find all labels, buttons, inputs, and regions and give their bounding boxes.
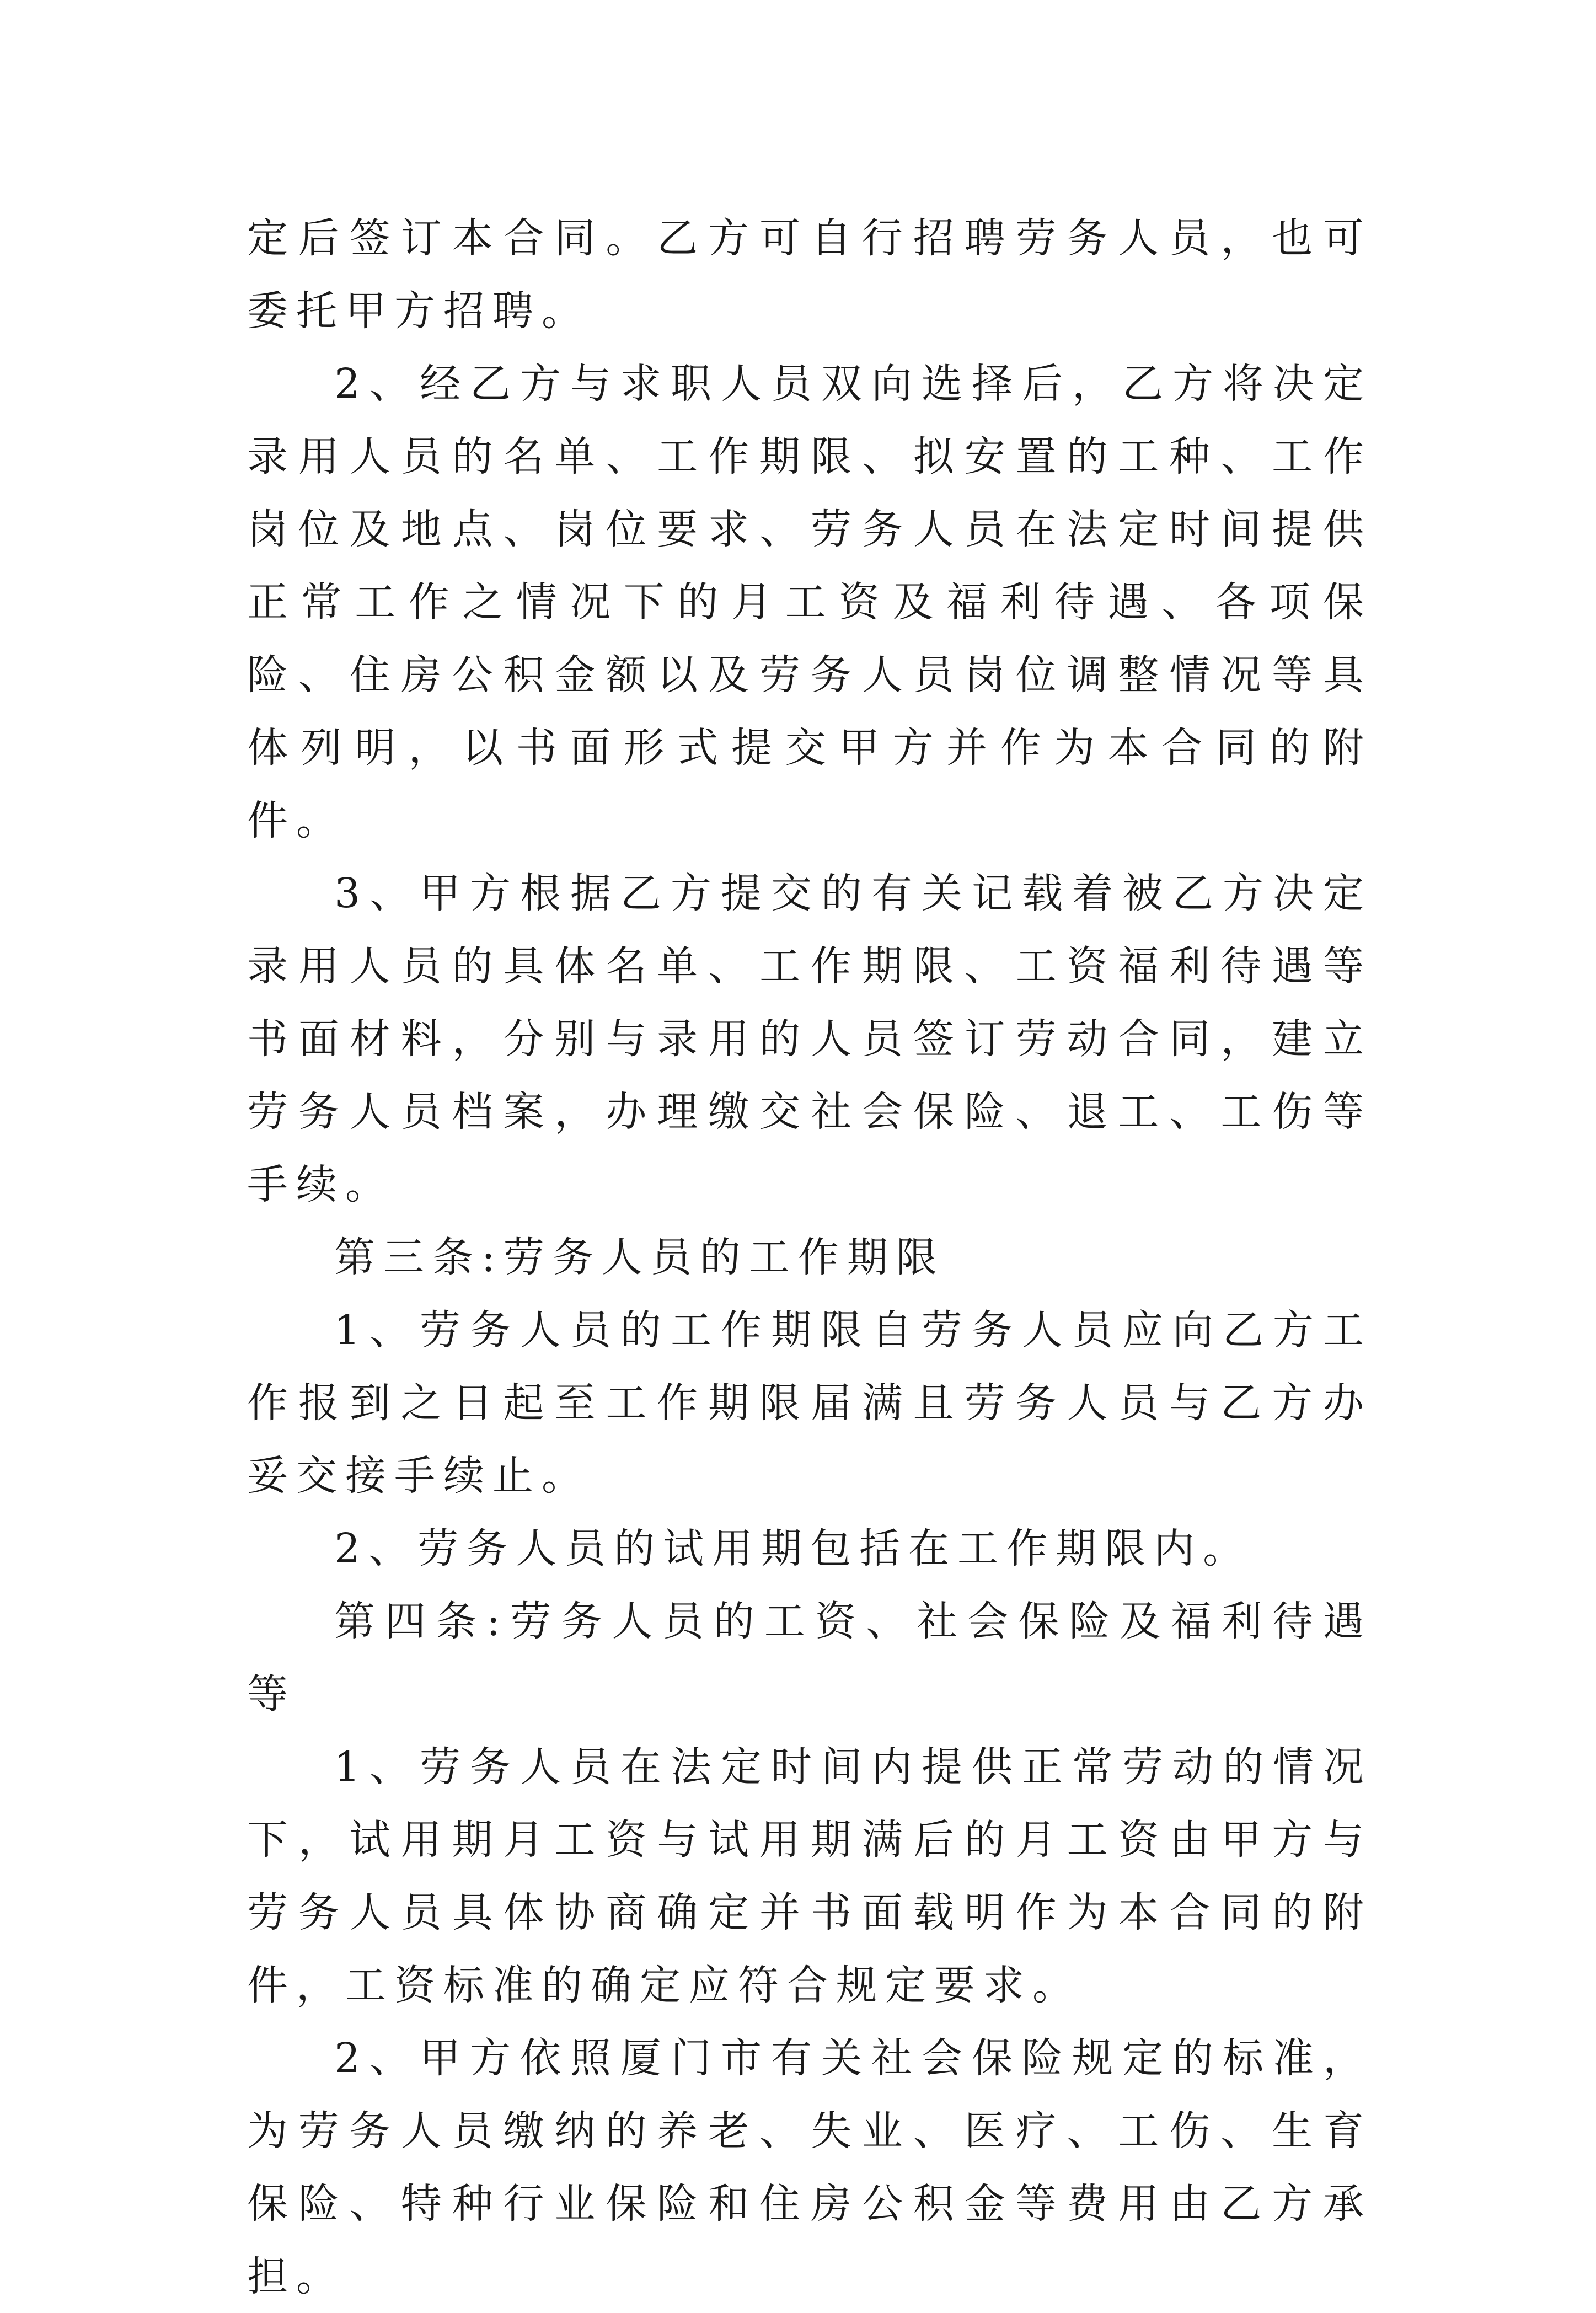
section-heading: 第四条:劳务人员的工资、社会保险及福利待遇等 [247,1598,1372,1718]
paragraph: 1、劳务人员的工作期限自劳务人员应向乙方工作报到之日起至工作期限届满且劳务人员与乙方办妥交接手续止。 [247,1307,1372,1500]
paragraph: 2、甲方依照厦门市有关社会保险规定的标准，为劳务人员缴纳的养老、失业、医疗、工伤、生育保险、特种行业保险和住房公积金等费用由乙方承担。 [247,2034,1372,2300]
paragraph: 定后签订本合同。乙方可自行招聘劳务人员，也可委托甲方招聘。 [247,215,1372,335]
document-body [247,202,1372,2313]
paragraph: 2、经乙方与求职人员双向选择后，乙方将决定录用人员的名单、工作期限、拟安置的工种、工作岗位及地点、岗位要求、劳务人员在法定时间提供正常工作之情况下的月工资及福利待遇、各项保险、住房公积金额以及劳务人员岗位调整情况等具体列明，以书面形式提交甲方并作为本合同的附件。 [247,360,1372,844]
paragraph: 3、甲方根据乙方提交的有关记载着被乙方决定录用人员的具体名单、工作期限、工资福利待遇等书面材料，分别与录用的人员签订劳动合同，建立劳务人员档案，办理缴交社会保险、退工、工伤等手续。 [247,870,1372,1208]
paragraph: 1、劳务人员在法定时间内提供正常劳动的情况下，试用期月工资与试用期满后的月工资由甲方与劳务人员具体协商确定并书面载明作为本合同的附件，工资标准的确定应符合规定要求。 [247,1743,1372,2009]
paragraph: 2、劳务人员的试用期包括在工作期限内。 [334,1525,1252,1572]
section-heading: 第三条:劳务人员的工作期限 [334,1234,945,1281]
